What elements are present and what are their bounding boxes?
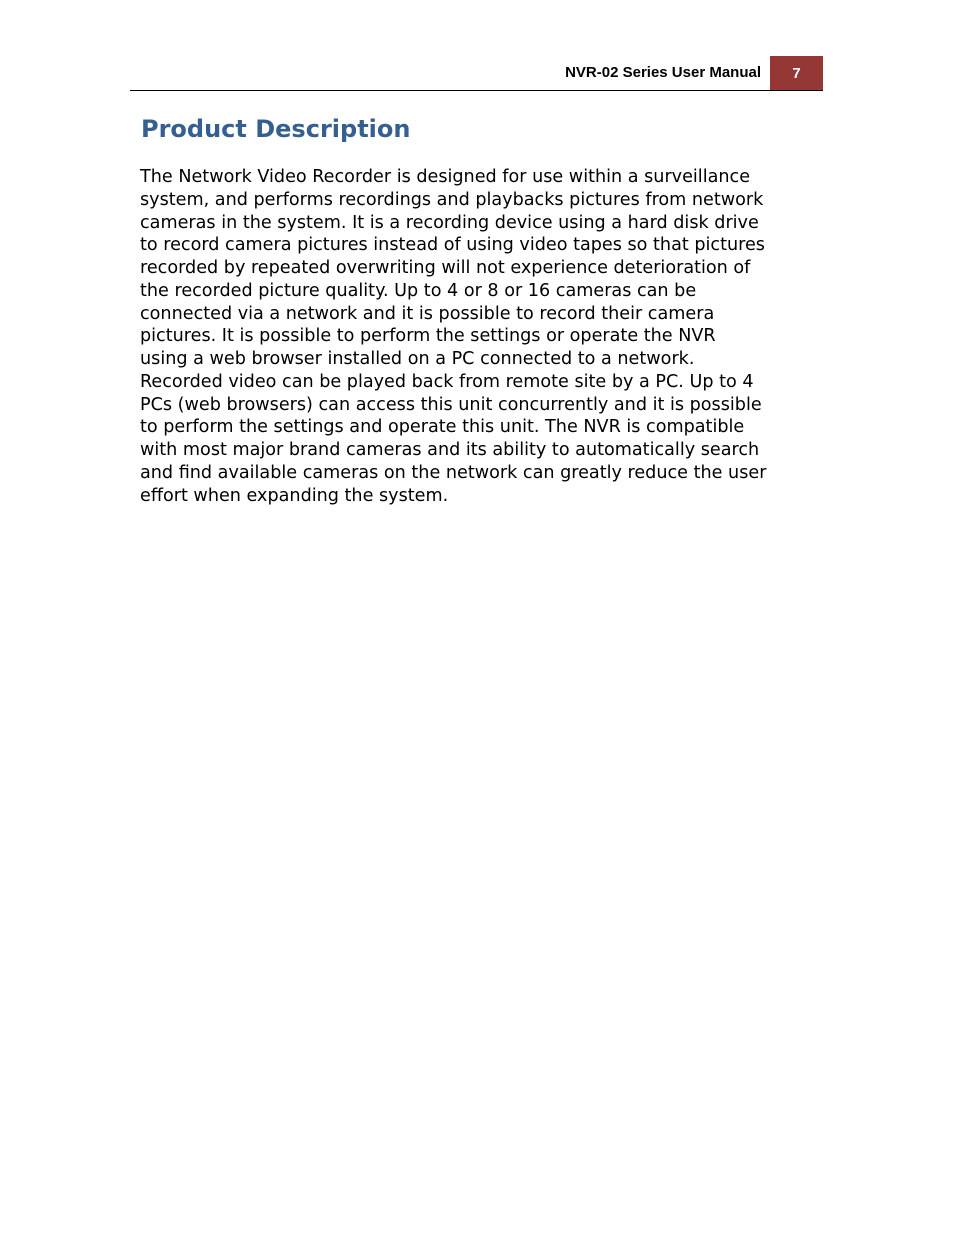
paragraph-line: Recorded video can be played back from remote site by a PC. Up to 4 (140, 371, 754, 392)
paragraph-line: pictures. It is possible to perform the settings or operate the NVR (140, 326, 716, 347)
paragraph-line: cameras in the system. It is a recording device using a hard disk drive (140, 212, 759, 233)
paragraph-line: using a web browser installed on a PC connected to a network. (140, 349, 695, 369)
section-heading: Product Description (141, 115, 411, 143)
page-header (130, 56, 823, 91)
paragraph-line: recorded by repeated overwriting will not experience deterioration of (140, 258, 751, 278)
body-paragraph (140, 166, 812, 507)
paragraph-line: to record camera pictures instead of using video tapes so that pictures (140, 235, 765, 256)
manual-title: NVR-02 Series User Manual (565, 64, 761, 81)
paragraph-line: with most major brand cameras and its ability to automatically search (140, 440, 760, 460)
page-number: 7 (770, 56, 823, 91)
paragraph-line: system, and performs recordings and playbacks pictures from network (140, 189, 764, 210)
header-rule (130, 90, 823, 91)
paragraph-line: and find available cameras on the network can greatly reduce the user (140, 462, 767, 483)
paragraph-line: The Network Video Recorder is designed for use within a surveillance (140, 167, 751, 187)
paragraph-line: effort when expanding the system. (140, 485, 449, 506)
paragraph-line: connected via a network and it is possible to record their camera (140, 303, 715, 324)
paragraph-line: the recorded picture quality. Up to 4 or 8 or 16 cameras can be (140, 280, 697, 301)
paragraph-line: to perform the settings and operate this unit. The NVR is compatible (140, 417, 745, 438)
paragraph-line: PCs (web browsers) can access this unit concurrently and it is possible (140, 394, 762, 415)
